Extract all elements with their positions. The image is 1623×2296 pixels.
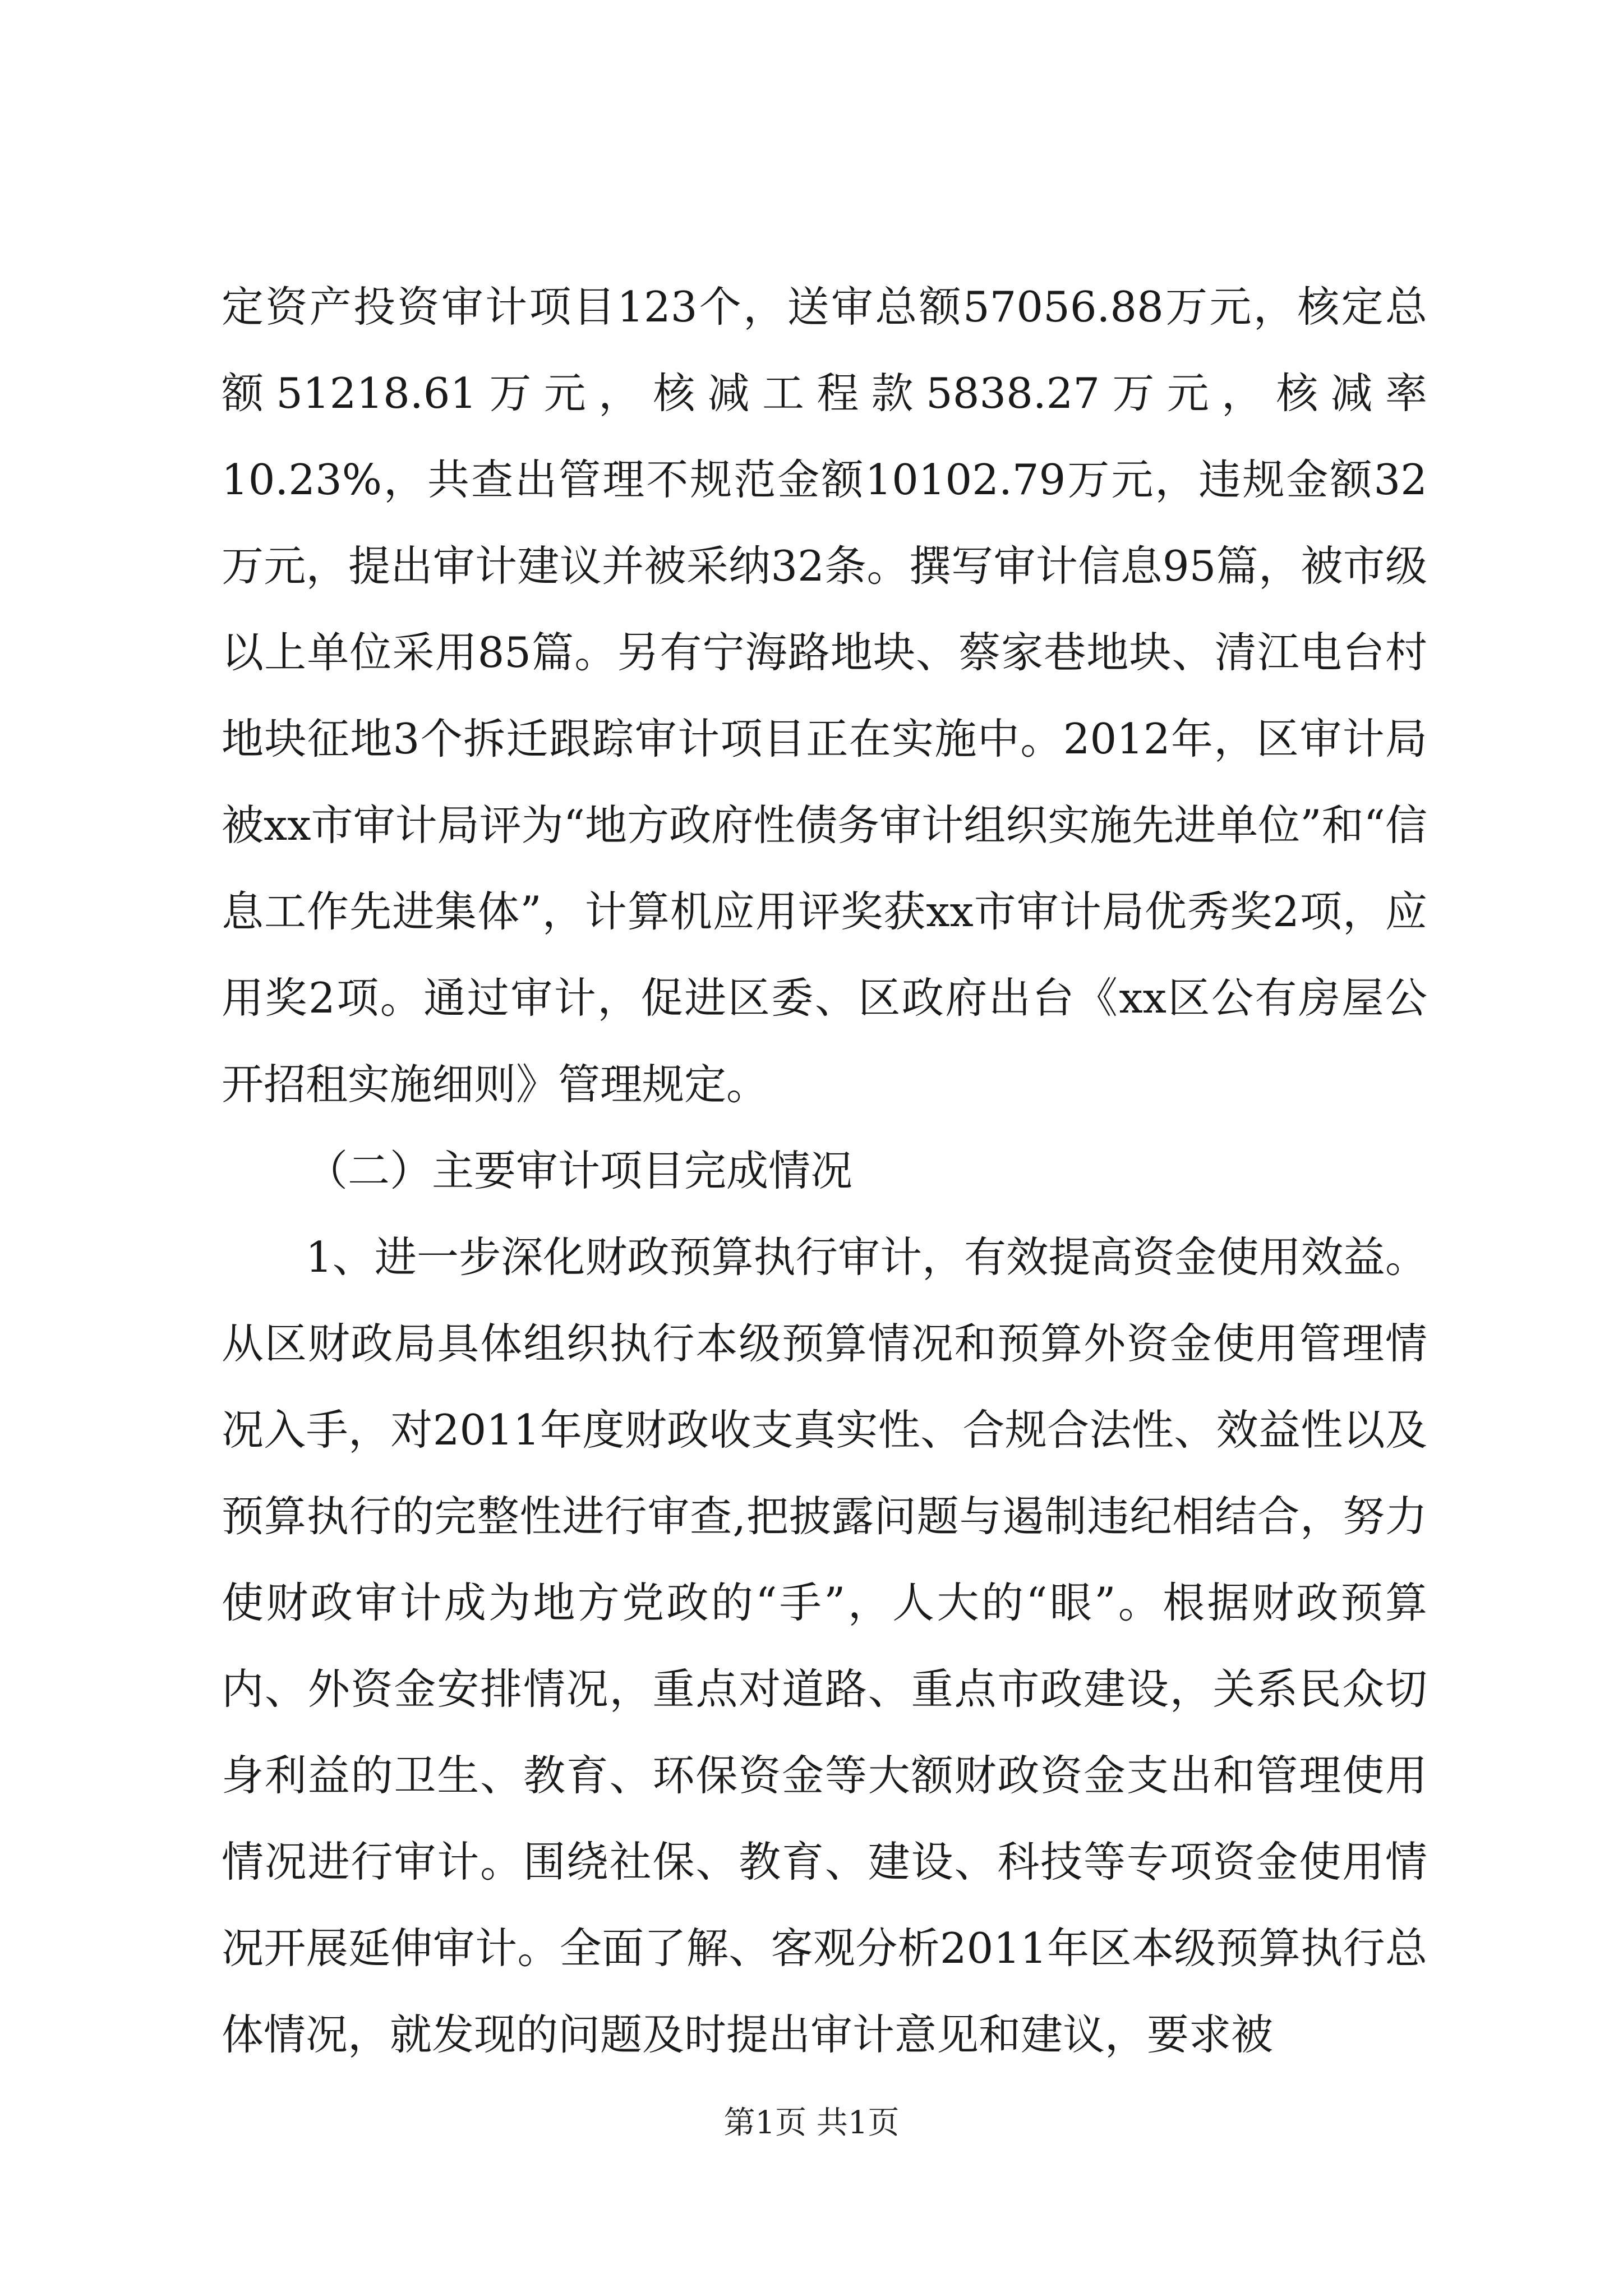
page-footer: 第1页 共1页 xyxy=(723,2105,900,2141)
document-body xyxy=(222,264,1427,2078)
section-heading: （二）主要审计项目完成情况 xyxy=(306,1146,853,1195)
paragraph-budget-audit: 1、进一步深化财政预算执行审计，有效提高资金使用效益。从区财政局具体组织执行本级预算情况和预算外资金使用管理情况入手，对2011年度财政收支真实性、合规合法性、效益性以及预算执行的完整性进行审查,把披露问题与遏制违纪相结合，努力使财政审计成为地方党政的“手”，人大的“眼”。根据财政预算内、外资金安排情况，重点对道路、重点市政建设，关系民众切身利益的卫生、教育、环保资金等大额财政资金支出和管理使用情况进行审计。围绕社保、教育、建设、科技等专项资金使用情况开展延伸审计。全面了解、客观分析2011年区本级预算执行总体情况，就发现的问题及时提出审计意见和建议，要求被 xyxy=(222,1232,1427,2059)
paragraph-audit-summary: 定资产投资审计项目123个，送审总额57056.88万元，核定总额51218.61万元，核减工程款5838.27万元，核减率10.23%，共查出管理不规范金额10102.79万元，违规金额32万元，提出审计建议并被采纳32条。撰写审计信息95篇，被市级以上单位采用85篇。另有宁海路地块、蔡家巷地块、清江电台村地块征地3个拆迁跟踪审计项目正在实施中。2012年，区审计局被xx市审计局评为“地方政府性债务审计组织实施先进单位”和“信息工作先进集体”，计算机应用评奖获xx市审计局优秀奖2项，应用奖2项。通过审计，促进区委、区政府出台《xx区公有房屋公开招租实施细则》管理规定。 xyxy=(222,282,1427,1109)
